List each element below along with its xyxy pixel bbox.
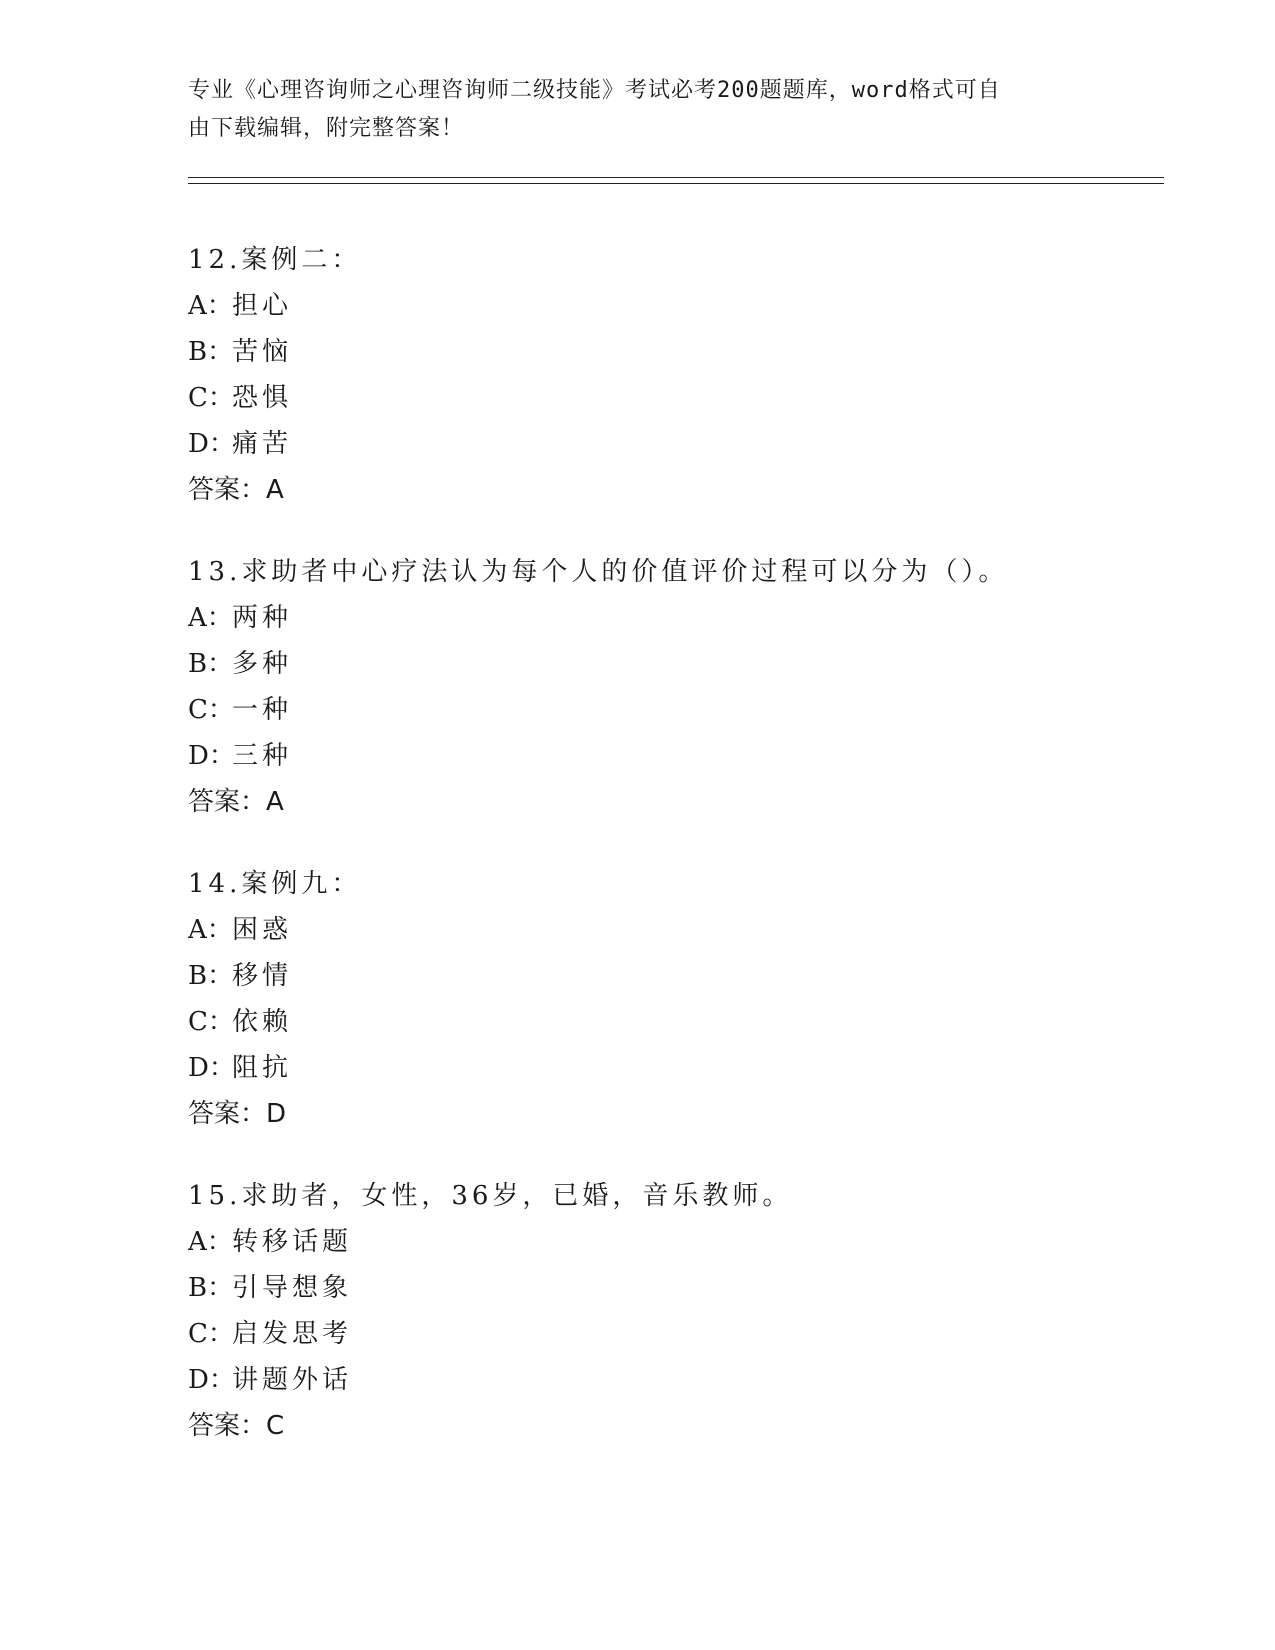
header-line-2: 由下载编辑，附完整答案！ — [188, 116, 465, 141]
question-stem: 15.求助者，女性，36岁，已婚，音乐教师。 — [188, 1181, 793, 1211]
option-letter: A： — [188, 915, 233, 945]
option-d — [188, 1045, 1188, 1091]
option-text: 困惑 — [232, 915, 293, 945]
option-letter: C： — [188, 1007, 234, 1037]
header-line-1: 专业《心理咨询师之心理咨询师二级技能》考试必考200题题库，word格式可自 — [188, 78, 1001, 103]
option-a — [188, 1219, 1188, 1265]
option-text: 依赖 — [232, 1007, 293, 1037]
option-letter: D： — [188, 741, 235, 771]
option-letter: B： — [188, 649, 234, 679]
question-stem: 12.案例二： — [188, 245, 362, 275]
option-text: 启发思考 — [232, 1319, 353, 1349]
option-letter: A： — [188, 291, 233, 321]
option-letter: B： — [188, 961, 234, 991]
option-c — [188, 1311, 1188, 1357]
option-text: 两种 — [232, 603, 293, 633]
option-text: 三种 — [232, 741, 293, 771]
option-b — [188, 1265, 1188, 1311]
question-14 — [188, 861, 1188, 1137]
option-letter: D： — [188, 1053, 235, 1083]
answer-line: 答案：D — [188, 1099, 287, 1129]
header-divider-bottom — [188, 183, 1164, 184]
option-a — [188, 595, 1188, 641]
option-text: 引导想象 — [232, 1273, 353, 1303]
question-stem: 14.案例九： — [188, 869, 362, 899]
option-letter: C： — [188, 1319, 234, 1349]
option-c — [188, 375, 1188, 421]
option-letter: C： — [188, 383, 234, 413]
answer-line: 答案：C — [188, 1411, 285, 1441]
option-text: 恐惧 — [232, 383, 293, 413]
option-d — [188, 1357, 1188, 1403]
option-d — [188, 733, 1188, 779]
option-text: 转移话题 — [232, 1227, 353, 1257]
option-text: 讲题外话 — [232, 1365, 353, 1395]
option-text: 痛苦 — [232, 429, 293, 459]
option-d — [188, 421, 1188, 467]
option-text: 苦恼 — [232, 337, 293, 367]
option-b — [188, 953, 1188, 999]
question-13 — [188, 549, 1188, 825]
option-letter: A： — [188, 603, 233, 633]
option-letter: C： — [188, 695, 234, 725]
option-letter: B： — [188, 1273, 234, 1303]
document-header — [188, 72, 1088, 148]
option-letter: D： — [188, 429, 235, 459]
question-stem: 13.求助者中心疗法认为每个人的价值评价过程可以分为（）。 — [188, 557, 1009, 587]
option-b — [188, 641, 1188, 687]
question-list — [188, 237, 1188, 1485]
option-b — [188, 329, 1188, 375]
option-text: 一种 — [232, 695, 293, 725]
option-text: 阻抗 — [232, 1053, 293, 1083]
question-15 — [188, 1173, 1188, 1449]
option-text: 多种 — [232, 649, 293, 679]
option-letter: A： — [188, 1227, 233, 1257]
answer-line: 答案：A — [188, 787, 284, 817]
question-12 — [188, 237, 1188, 513]
option-a — [188, 283, 1188, 329]
option-letter: D： — [188, 1365, 235, 1395]
option-c — [188, 687, 1188, 733]
answer-line: 答案：A — [188, 475, 284, 505]
option-c — [188, 999, 1188, 1045]
option-letter: B： — [188, 337, 234, 367]
header-divider-top — [188, 177, 1164, 178]
option-text: 移情 — [232, 961, 293, 991]
option-text: 担心 — [232, 291, 293, 321]
option-a — [188, 907, 1188, 953]
